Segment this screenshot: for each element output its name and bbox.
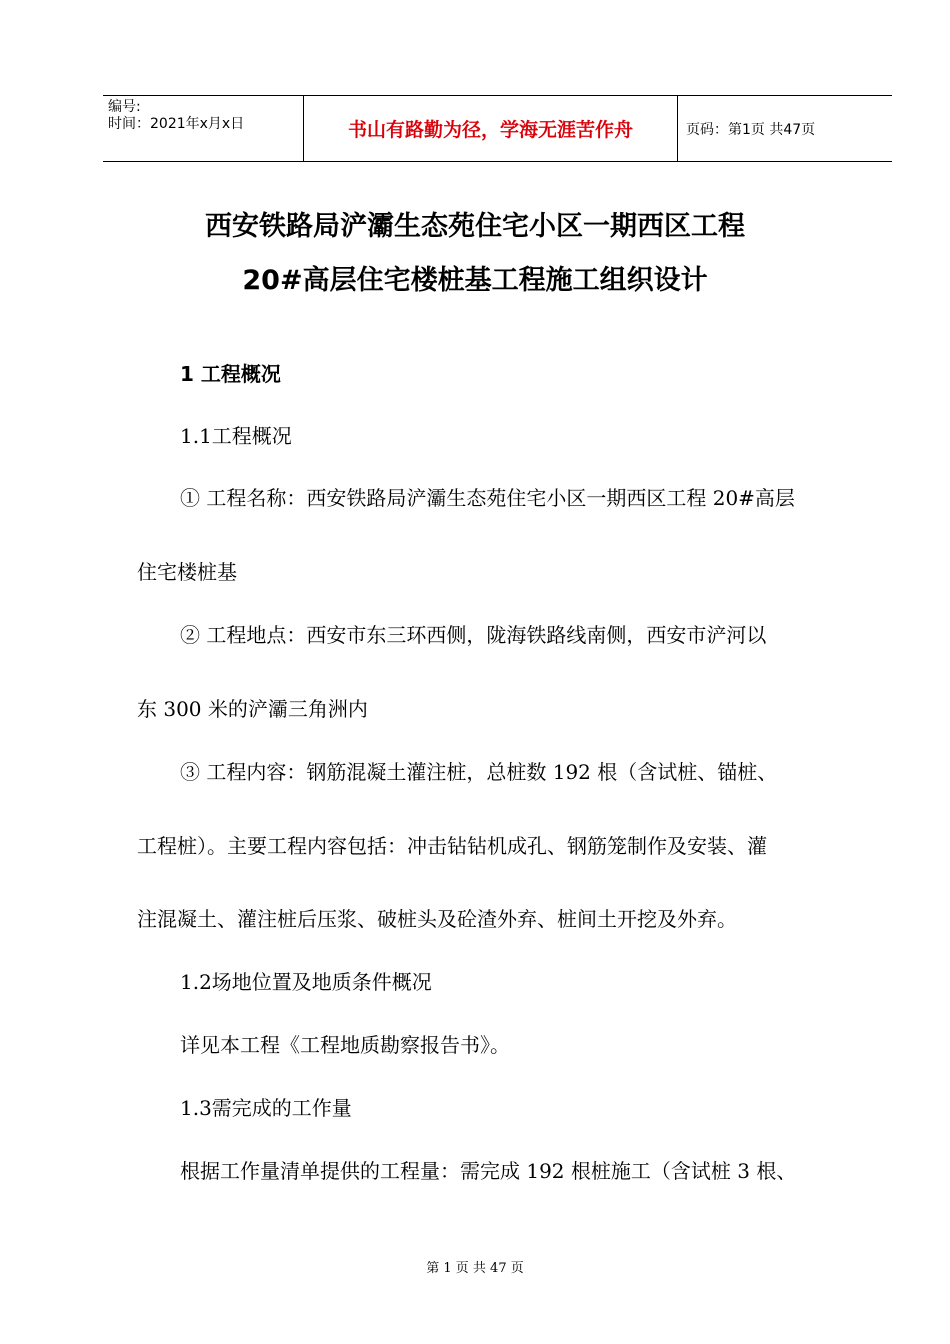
header-meta bbox=[103, 96, 304, 161]
header-motto: 书山有路勤为径，学海无涯苦作舟 bbox=[304, 96, 678, 161]
document-date: 时间：2021年x月x日 bbox=[108, 116, 245, 132]
paragraph-line: 注混凝土、灌注桩后压浆、破桩头及砼渣外弃、桩间土开挖及外弃。 bbox=[137, 907, 737, 931]
paragraph-line: ① 工程名称：西安铁路局浐灞生态苑住宅小区一期西区工程 20#高层 bbox=[180, 486, 795, 510]
document-title-line1: 西安铁路局浐灞生态苑住宅小区一期西区工程 bbox=[205, 211, 745, 242]
paragraph-line: ③ 工程内容：钢筋混凝土灌注桩，总桩数 192 根（含试桩、锚桩、 bbox=[180, 760, 778, 784]
paragraph-line: 工程桩）。主要工程内容包括：冲击钻钻机成孔、钢筋笼制作及安装、灌 bbox=[137, 834, 767, 858]
subsection-heading-1-1: 1.1工程概况 bbox=[180, 424, 292, 448]
document-title-line2: 20#高层住宅楼桩基工程施工组织设计 bbox=[242, 265, 708, 296]
section-heading-1: 1 工程概况 bbox=[180, 362, 281, 386]
paragraph-line: 详见本工程《工程地质勘察报告书》。 bbox=[180, 1033, 510, 1057]
subsection-heading-1-3: 1.3需完成的工作量 bbox=[180, 1096, 352, 1120]
paragraph-line: 根据工作量清单提供的工程量：需完成 192 根桩施工（含试桩 3 根、 bbox=[180, 1159, 797, 1183]
page-footer: 第 1 页 共 47 页 bbox=[426, 1261, 524, 1276]
document-number-label: 编号: bbox=[108, 99, 141, 115]
paragraph-line: 东 300 米的浐灞三角洲内 bbox=[137, 697, 368, 721]
paragraph-line: 住宅楼桩基 bbox=[137, 560, 237, 584]
subsection-heading-1-2: 1.2场地位置及地质条件概况 bbox=[180, 970, 432, 994]
page-header bbox=[103, 95, 892, 162]
header-page-info: 页码：第1页 共47页 bbox=[686, 121, 816, 138]
paragraph-line: ② 工程地点：西安市东三环西侧，陇海铁路线南侧，西安市浐河以 bbox=[180, 623, 767, 647]
